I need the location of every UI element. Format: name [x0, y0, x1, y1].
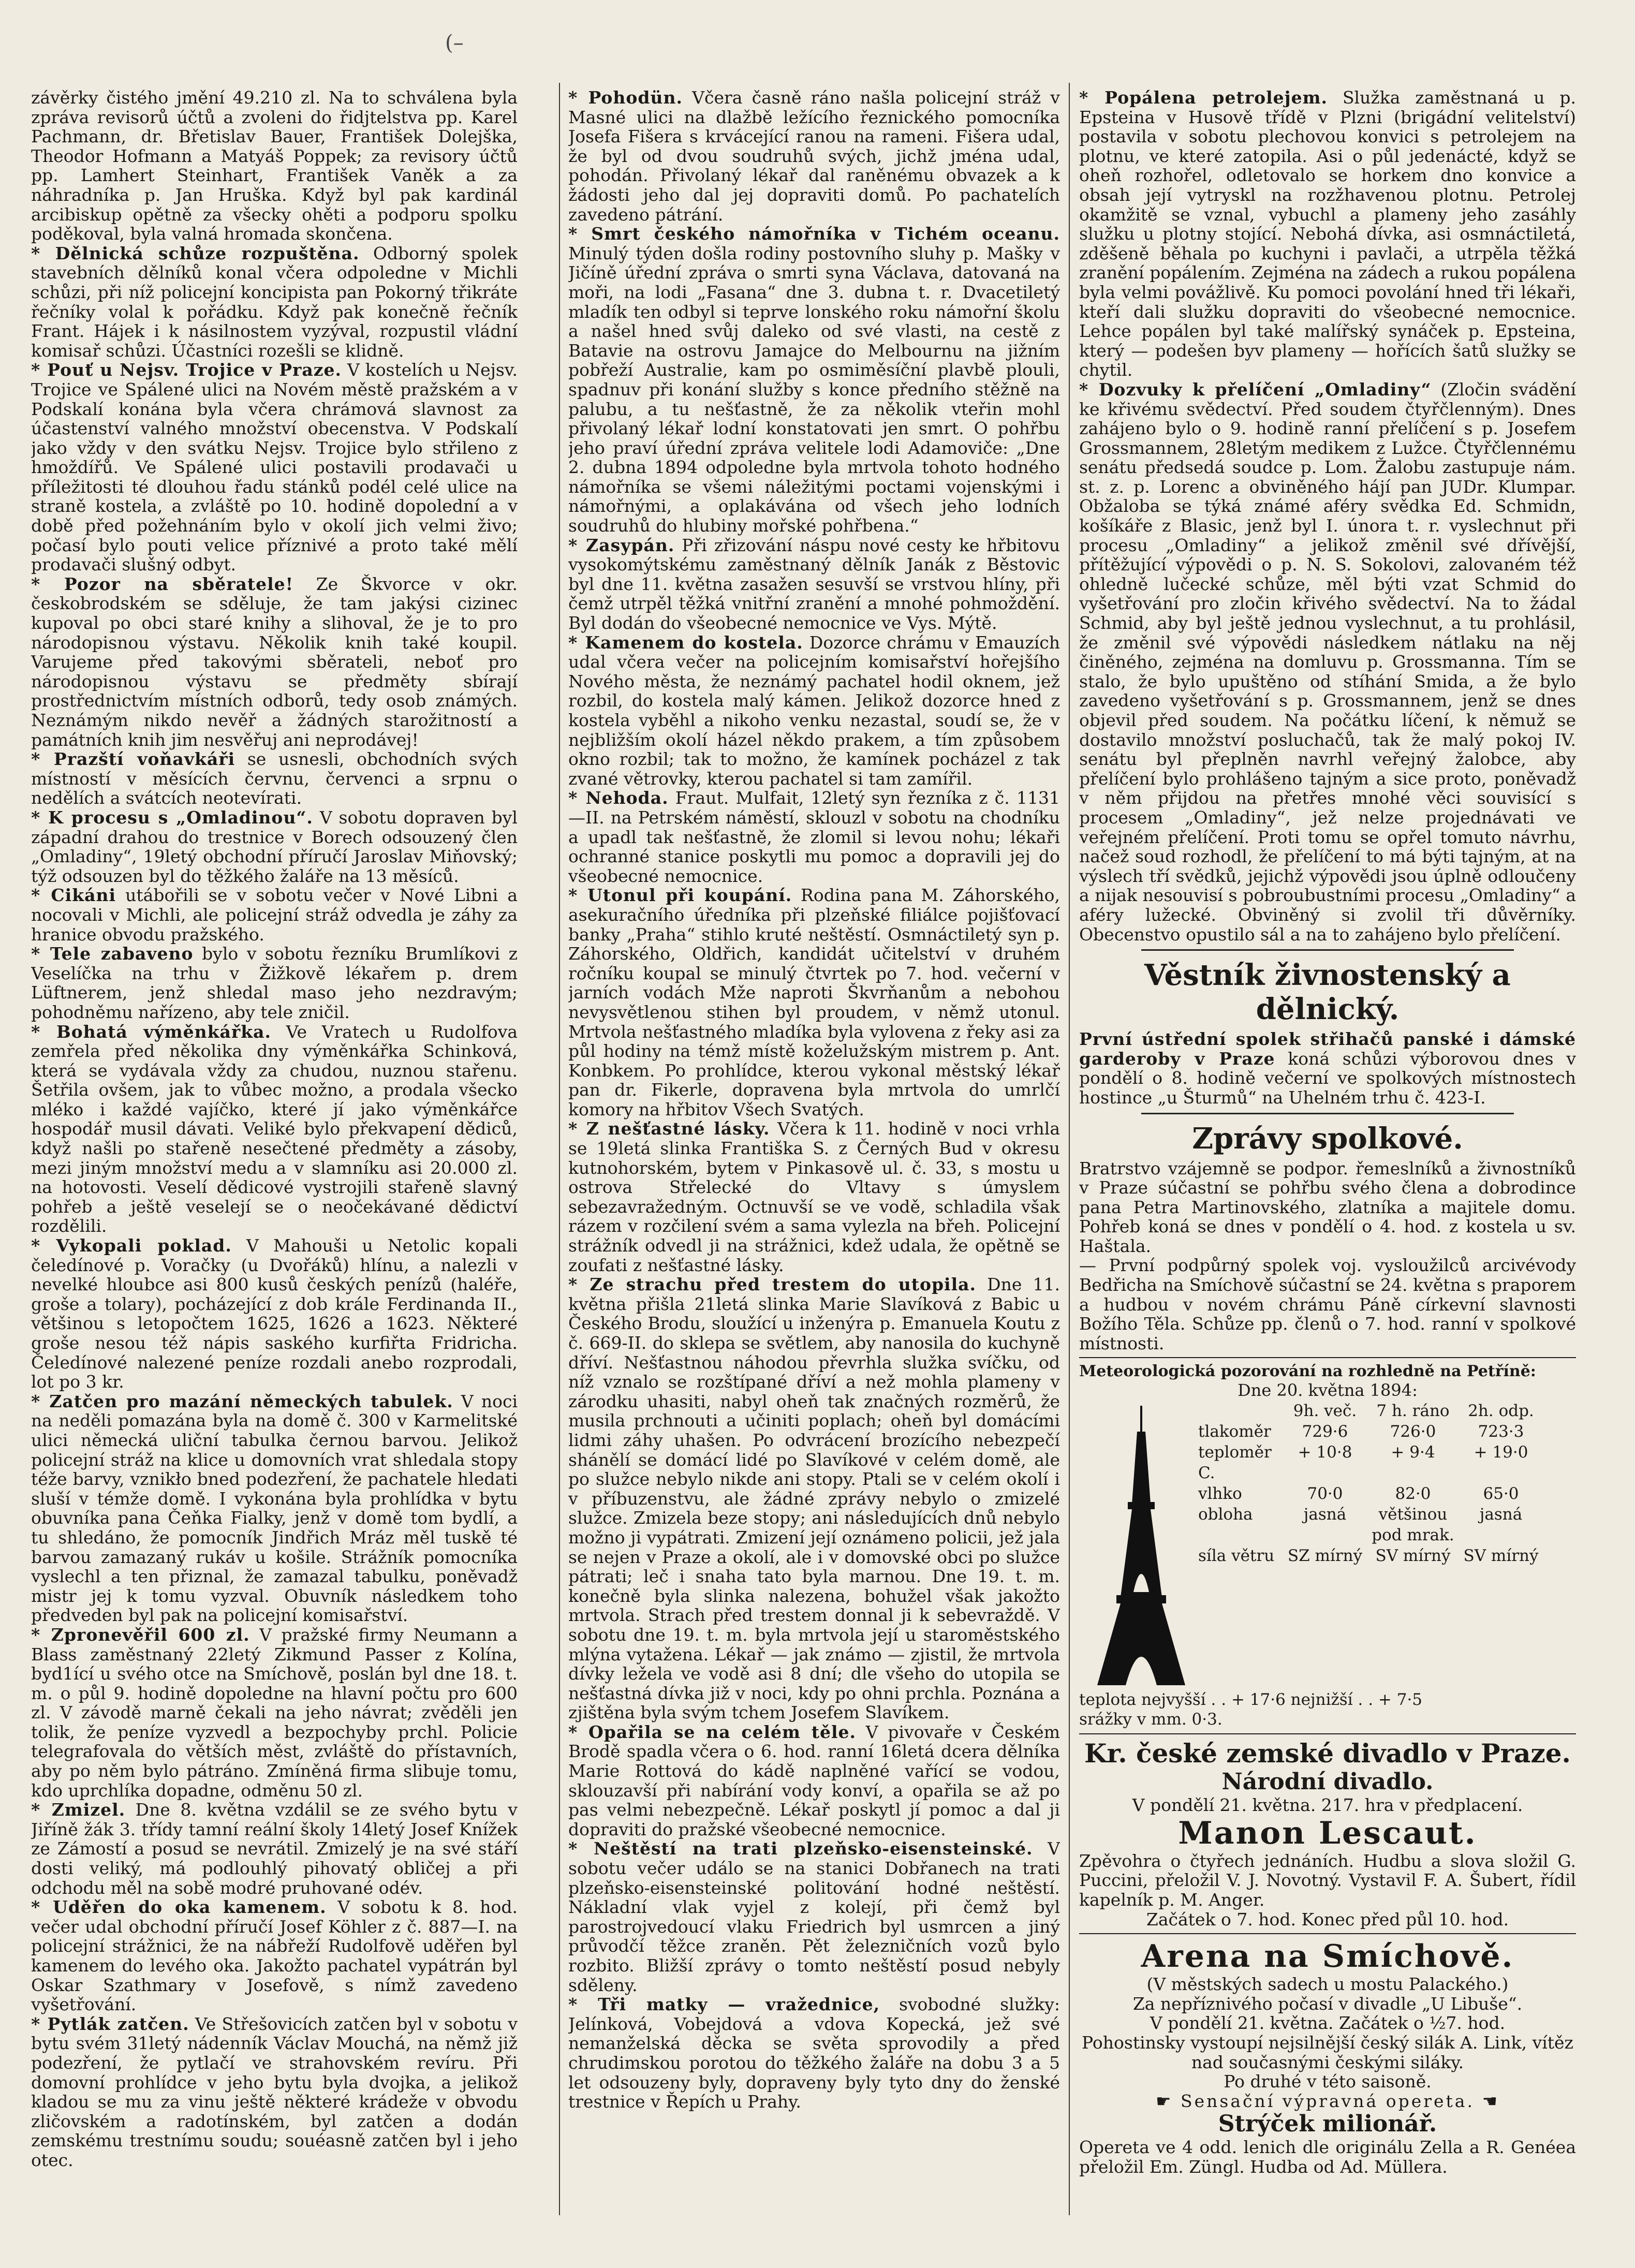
- section-title-vestnik: Věstník živnostenský a dělnický.: [1144, 958, 1511, 1027]
- news-item: [568, 1839, 1060, 1995]
- news-item-heading: * Z nešťastné lásky.: [568, 1118, 770, 1139]
- petrin-tower-icon: [1089, 1401, 1193, 1690]
- news-item: [568, 224, 1060, 536]
- pointing-hand-icon: ☛: [1155, 2090, 1181, 2111]
- meteo-extra-2: srážky v mm. 0·3.: [1079, 1710, 1222, 1729]
- page-top-mark: (–: [445, 31, 464, 55]
- theatre-play: Manon Lescaut.: [1178, 1815, 1477, 1851]
- meteo-cell: 723·3: [1478, 1422, 1524, 1441]
- meteo-cell: + 19·0: [1474, 1443, 1528, 1462]
- news-item-text: V noci na neděli pomazána byla na domě č. 300 v Karmelitské ulici německá uliční tabulka černou barvou. Jelikož policejní stráž na klice u domovních vrat shledala stopy téže barvy, vznikło bned podezření, že pachatele hledati sluší v témže domě. I vykonána byla prohlídka v bytu obuvníka pana Čeňka Fialky, jenž v domě tom bydlí, a tu shledáno, že pomocník Jindřich Mráz měl tuskě té barvou zamazaný rukáv u košile. Strážník pomocníka vyslechl a ten přiznal, že zamazal tabulku, poněvadž mistr jej k tomu vyzval. Obuvník následkem toho předveden byl pak na policejní komisařství.: [31, 1391, 518, 1626]
- theatre-title: Kr. české zemské divadlo v Praze.: [1084, 1738, 1571, 1769]
- section-title-zpravy: Zprávy spolkové.: [1192, 1121, 1463, 1156]
- news-item-text: V pražské firmy Neumann a Blass zaměstnaný 22letý Zikmund Passer z Kolína, byd1ící u svého otce na Smíchově, poslán byl dne 18. t. m. o půl 9. hodině dopoledne na hlavní počtu pro 600 zl. V závodě marně čekali na jeho návrat; zvěděli jen tolik, že peníze vyzvedl a bezpochyby prchl. Policie telegrafovala do větších měst, zvláště do přístavních, aby po něm bylo pátráno. Zmíněná firma slibuje tomu, kdo uprchlíka dopadne, odměnu 50 zl.: [31, 1624, 518, 1801]
- news-item: [31, 1022, 518, 1236]
- news-item-text: Služka zaměstnaná u p. Epsteina v Husově třídě v Plzni (brigádní velitelství) postavila v sobotu plechovou konvici s petrolejem na plotnu, ve které zatopila. Asi o půl jedenácté, když se oheň rozhořel, odletovalo se horkem dno konvice a obsah její vytryskl na rozžhavenou plotnu. Petrolej okamžitě se vznal, vybuchl a plameny jeho zasáhly služku u plotny stojící. Nebohá dívka, asi osmnáctiletá, zděšeně běhala po kuchyni i pavlači, a utrpěla těžká zranění popálením. Zejména na zádech a rukou popálena byla velmi povážlivě. Ku pomoci povolání hned tři lékaři, kteří dali služku dopraviti do všeobecné nemocnice. Lehce popálen byl také malířský synáček p. Epsteina, který — podešen byv plameny — hořících šatů služky se chytil.: [1079, 88, 1576, 380]
- news-item: [31, 1236, 518, 1392]
- pointing-hand-icon: ☚: [1474, 2090, 1500, 2111]
- news-item-heading: * Utonul při koupání.: [568, 885, 792, 906]
- news-item: [1079, 1029, 1576, 1107]
- news-item-heading: * Neštěstí na trati plzeňsko-eisensteinské.: [568, 1838, 1033, 1859]
- news-item-text: Fraut. Mulfait, 12letý syn řezníka z č. 1131—II. na Petrském náměstí, sklouzl v sobotu na chodníku a upadl tak nešťastně, že zlomil si levou nohu; lékaři ochranné stanice poskytli mu pomoc a dopravili jej do všeobecné nemocnice.: [568, 788, 1060, 886]
- news-item: [568, 1119, 1060, 1275]
- meteo-box: [1079, 1362, 1576, 1729]
- news-item-text: V sobotu večer událo se na stanici Dobřanech na trati plzeňsko-eisensteinské politování hodné neštěstí. Nákladní vlak vyjel z kolejí, při čemž byl parostrojvedoucí vlaku Friedrich byl usmrcen a jiný průvodčí těžce zraněn. Pět železničních vozů bylo rozbito. Bližší zprávy o tomto neštěstí posud nebyly sděleny.: [568, 1838, 1060, 1995]
- arena-line3: Pohostinsky vystoupí nejsilnější český silák A. Link, vítěz nad současnými českými siláky.: [1082, 2032, 1573, 2072]
- news-item-text: se usnesli, obchodních svých místností v měsících červnu, červenci a srpnu o nedělích a svátcích neotevírati.: [31, 749, 518, 808]
- meteo-cell: SZ mírný: [1287, 1547, 1363, 1566]
- news-item-text: Dne 8. května vzdálil se ze svého bytu v Jiříně žák 3. třídy tamní reální školy 14letý Josef Knížek ze Zámostí a posud se nevrátil. Zmizelý je na své stáří dosti veliký, má podlouhlý pihovatý obličej a při odchodu měl na sobě modré pruhované odév.: [31, 1800, 518, 1898]
- news-item: [568, 88, 1060, 224]
- news-item-heading: * Smrt českého námořníka v Tichém oceanu.: [568, 224, 1060, 244]
- news-item: [31, 1392, 518, 1625]
- news-item-heading: * Tři matky — vražednice,: [568, 1994, 880, 2015]
- column-left: [31, 88, 518, 2200]
- news-item-heading: * Zmizel.: [31, 1800, 126, 1820]
- meteo-column-header: 2h. odp.: [1468, 1402, 1534, 1421]
- news-item: [1079, 380, 1576, 944]
- theatre-times: Začátek o 7. hod. Konec před půl 10. hod.: [1146, 1909, 1509, 1930]
- news-item-text: V sobotu k 8. hod. večer udal obchodní příručí Josef Köhler z č. 887—I. na policejní strážnici, že na nábřeží Rudolfově uděřen byl kamenem do levého oka. Jakožto pachatel vypátrán byl Oskar Szathmary v Josefově, s nímž zavedeno vyšetřování.: [31, 1897, 518, 2015]
- news-item-heading: * K procesu s „Omladinou“.: [31, 807, 313, 828]
- divider: [1141, 949, 1514, 951]
- meteo-column-header: 9h. več.: [1293, 1402, 1357, 1421]
- meteo-cell: jasná: [1303, 1505, 1347, 1524]
- news-item-text: Dozorce chrámu v Emauzích udal včera večer na policejním komisařství hořejšího Nového města, že neznámý pachatel hodil oknem, jež rozbil, do kostela malý kámen. Jelikož dozorce hned z kostela vyběhl a nikoho venku nezastal, soudí se, že v nejbližším okolí házel někdo prakem, a tím způsobem okno rozbil; tak to možno, že kamínek pocházel z tak zvané větrovky, kterou pachatel si tam zamířil.: [568, 632, 1060, 789]
- divider: [1079, 1933, 1576, 1934]
- news-item: [31, 808, 518, 886]
- meteo-row-label: tlakoměr: [1198, 1422, 1271, 1441]
- arena-operetta: Sensační výpravná opereta.: [1181, 2090, 1475, 2111]
- news-item-heading: * Ze strachu před trestem do utopila.: [568, 1274, 977, 1295]
- news-items-right: [1079, 88, 1576, 944]
- news-item: [568, 1275, 1060, 1722]
- news-item: [568, 1995, 1060, 2112]
- news-item-heading: * Pytlák zatčen.: [31, 2013, 189, 2034]
- news-item: [31, 244, 518, 361]
- arena-desc: Opereta ve 4 odd. lenich dle originálu Zella a R. Genéea přeložil Em. Züngl. Hudba od Ad. Müllera.: [1079, 2137, 1576, 2177]
- news-item-text: V sobotu dopraven byl západní drahou do trestnice v Borech odsouzený člen „Omladiny“, 19letý obchodní příručí Jaroslav Miňovský; týž odsouzen byl do těžkého žaláře na 13 měsíců.: [31, 807, 518, 886]
- meteo-table: [1198, 1401, 1576, 1566]
- theatre-date: V pondělí 21. května. 217. hra v předplacení.: [1132, 1795, 1523, 1816]
- arena-play: Strýček milionář.: [1218, 2111, 1437, 2138]
- meteo-corner: [1198, 1401, 1281, 1421]
- news-item-heading: * Zasypán.: [568, 535, 675, 555]
- news-item-text: V kostelích u Nejsv. Trojice ve Spálené ulici na Novém městě pražském a v Podskalí konána byla včera chrámová slavnost za účastenství valného množství obecenstva. V Podskalí jako vždy v den svátku Nejsv. Trojice bylo střileno z hmoždířů. Ve Spálené ulici postavili prodavači u příležitosti té dlouhou řadu stánků podél celé ulice na straně kostela, a zvláště po 10. hodině dopolední a v době před požehnáním bylo v okolí jich velmi živo; počasí bylo pouti velice příznivé a proto také mělí prodavači slušný odbyt.: [31, 360, 518, 575]
- arena-line5: [1079, 2092, 1576, 2111]
- news-item-text: Při zřizování náspu nové cesty ke hřbitovu vysokomýtskému zaměstnaný dělník Janák z Běstovic byl dne 11. května zasažen sesuvší se vrstvou hlíny, při čemž utrpěl těžká vnitřní zranění a mnohé pohmoždění. Byl dodán do všeobecné nemocnice ve Vys. Mýtě.: [568, 535, 1060, 634]
- news-item-text: Dne 11. května přišla 21letá slinka Marie Slavíková z Babic u Českého Brodu, sloužící u inženýra p. Emanuela Koutu z č. 669-II. do sklepa se světlem, aby nanosila do kuchyně dříví. Nešťastnou náhodou převrhla služka svíčku, od níž vznalo se rozštípané dříví a než mohla plameny v zárodku uhasiti, nabyl oheň tak značných rozměrů, že musila prchnouti a učiniti poplach; oheň byl domácími lidmi záhy uhašen. Po odvrácení brozícího nebezpečí shánělí se domácí lidé po Slavíkové v celém domě, ale po služce nebylo nikde ani stopy. Ptali se v celém okolí i v příbuzenstvu, ale žádné zprávy nebylo o zmizelé služce. Zmizela beze stopy; ani následujících dnů nebylo možno ji vypátrati. Zmizení její oznámeno policii, jež jala se nejen v Praze a okolí, ale i v domovské obci po služce pátrati; leč i snaha tato byla marnou. Dne 19. t. m. konečně byla slinka nalezena, bohužel však jakožto mrtvola. Strach před trestem donnal ji k sebevraždě. V sobotu dne 19. t. m. byla mrtvola její u staroměstského mlýna vytažena. Lékař — jak známo — zjistil, že mrtvola dívky ležela ve vodě asi 8 dní; dle všeho do utopila se nešťastná dívka již v noci, kdy po ohni prchla. Poznána a zjištěna byla svým tchem Josefem Slavíkem.: [568, 1274, 1060, 1723]
- news-item-text: — První podpůrný spolek voj. vysloužilců arcivévody Bedřicha na Smíchově súčastní se 24. května s praporem a hudbou v novém chrámu Páně církevní slavnosti Božího Těla. Schůze pp. členů o 7. hod. ranní v spolkové místnosti.: [1079, 1255, 1576, 1353]
- news-item: [568, 788, 1060, 886]
- news-item: [31, 1800, 518, 1897]
- news-item-heading: * Nehoda.: [568, 788, 669, 808]
- news-item-heading: * Vykopali poklad.: [31, 1235, 232, 1256]
- news-item: [31, 944, 518, 1022]
- meteo-cell: 726·0: [1390, 1422, 1436, 1441]
- meteo-row: [1198, 1442, 1576, 1483]
- news-item: [31, 886, 518, 944]
- news-item-heading: * Pouť u Nejsv. Trojice v Praze.: [31, 360, 342, 380]
- news-item-text: Minulý týden došla rodiny postovního sluhy p. Mašky v Jičíně úřední zpráva o smrti syna Václava, datovaná na moři, na lodi „Fasana“ dne 3. dubna t. r. Dvacetiletý mladík ten odbyl si teprve lonského roku námořní školu a našel hned svůj daleko od své vlasti, na cestě z Batavie na ostrovu Jamajce do Melbournu na jižním pobřeží Australie, kam po osmiměsíční plavbě plouli, spadnuv při konání služby s konce předního stěžně na palubu, a tu nešťastně, že za několik vteřin mohl přivolaný lékař lodní konstatovati jen smrt. O pohřbu jeho praví úřední zpráva velitele lodi Adamoviče: „Dne 2. dubna 1894 odpoledne byla mrtvola tohoto hodného námořníka se všemi náležitými poctami vojenskými i námořnými, a oplakávána od všech jeho lodních soudruhů do hlubiny mořské pohřbena.“: [568, 243, 1060, 536]
- news-item-heading: * Zatčen pro mazání německých tabulek.: [31, 1391, 453, 1411]
- news-item: [31, 575, 518, 749]
- meteo-heading: Meteorologická pozorování na rozhledně na Petříně:: [1079, 1362, 1536, 1381]
- news-item: [1079, 1256, 1576, 1353]
- news-item-heading: * Opařila se na celém těle.: [568, 1721, 856, 1742]
- arena-line2: V pondělí 21. května. Začátek o ½7. hod.: [1150, 2013, 1506, 2034]
- meteo-date: Dne 20. května 1894:: [1238, 1380, 1418, 1401]
- meteo-cell: 70·0: [1307, 1484, 1343, 1504]
- news-item-heading: * Pohodün.: [568, 88, 683, 108]
- arena-sub: (V městských sadech u mostu Palackého.): [1146, 1974, 1509, 1995]
- meteo-row-label: vlhko: [1198, 1484, 1242, 1504]
- news-item-text: závěrky čistého jmění 49.210 zl. Na to schválena byla zpráva revisorů účtů a zvoleni do řidjtelstva pp. Karel Pachmann, dr. Břetislav Bauer, František Dolejška, Theodor Hofmann a Matyáš Poppek; za revisory účtů pp. Lamhert Steinhart, František Vaněk a za náhradníka p. Jan Hruška. Když byl pak kardinál arcibiskup opětně za všecky ohěti a podporu spolku poděkoval, byla valná hromada skončena.: [31, 88, 518, 244]
- meteo-row-label: obloha: [1198, 1505, 1253, 1524]
- meteo-row-label: síla větru: [1198, 1547, 1275, 1566]
- news-item: [568, 536, 1060, 633]
- news-item: [1079, 88, 1576, 380]
- meteo-cell: většinou pod mrak.: [1372, 1505, 1454, 1545]
- meteo-cell: + 9·4: [1391, 1443, 1435, 1462]
- meteo-header-row: [1198, 1401, 1576, 1421]
- zpravy-items: [1079, 1159, 1576, 1353]
- meteo-row: [1198, 1421, 1576, 1442]
- column-middle: [568, 88, 1060, 2200]
- news-item: [31, 88, 518, 244]
- vestnik-items: [1079, 1029, 1576, 1107]
- news-item-text: Bratrstvo vzájemně se podpor. řemeslníků a živnostníků v Praze súčastní se pohřbu svého člena a dobrodince pana Petra Martinovského, zlatníka a majitele domu. Pohřeb koná se dnes v pondělí o 4. hod. z kostela u sv. Haštala.: [1079, 1158, 1576, 1256]
- theatre-subtitle: Národní divadlo.: [1221, 1769, 1434, 1795]
- news-item-heading: * Cikáni: [31, 885, 116, 906]
- meteo-cell: jasná: [1479, 1505, 1523, 1524]
- news-item-heading: První ústřední spolek střihačů panské i dámské garderoby v Praze: [1079, 1029, 1576, 1069]
- news-item-heading: * Pozor na sběratele!: [31, 573, 294, 594]
- theatre-desc: Zpěvohra o čtyřech jednáních. Hudbu a slova složil G. Puccini, přeložil V. J. Novotný. Vystavil F. A. Šubert, řídil kapelník p. M. Anger.: [1079, 1850, 1576, 1910]
- meteo-row-label: teploměr C.: [1198, 1443, 1272, 1483]
- meteo-cell: 82·0: [1395, 1484, 1431, 1504]
- news-item: [1079, 1159, 1576, 1256]
- news-item: [31, 360, 518, 575]
- news-item-heading: * Kamenem do kostela.: [568, 632, 803, 653]
- news-item-text: (Zločin svádění ke křivému svědectví. Před soudem čtyřčlenným). Dnes zahájeno bylo o 9. hodině ranní přelíčení s p. Josefem Grossmannem, 28letým medikem z Lužce. Čtyřčlennému senátu předsedá soudce p. Lom. Žalobu zastupuje nám. st. z. p. Lorenc a obviněného hájí pan JUDr. Klumpar. Obžaloba se týká známé aféry svědka Ed. Schmidn, košíkáře z Blasic, jenž byl I. února t. r. vyslechnut při procesu „Omladiny“ a jelikož změnil své dřívější, přítěžující výpovědi o p. N. S. Sokolovi, zalovaném též ohledně lučecké schůze, měl býti vzat Schmid do vyšetřování pro zločin křivého svědectví. Na to žádal Schmid, aby byl ještě jednou vyslechnut, a tu prohlásil, že změnil své výpovědi následkem nátlaku na něj činěného, zejména na domluvu p. Grossmanna. Tím se stalo, že bylo upuštěno od stíhání Smida, a že bylo zavedeno vyšetřování s p. Grossmannem, jenž se dnes objevil před soudem. Na počátku líčení, k němuž se dostavilo množství posluchačů, tak že malý pokoj IV. senátu byl přeplněn navrhl veřejný žalobce, aby přelíčení bylo prohlášeno tajným a sice proto, poněvadž v něm přijdou na přetřes mnohé věci souvisící s procesem „Omladiny“, jež nelze projednávati ve veřejném přelíčení. Proti tomu se opřel tomuto návrhu, načež soud rozhodl, že přelíčení to má býti tajným, at na výslech tří svědků, jejichž výpovědi jsou úplně odloučeny a nijak nesouvisí s pobroubustními procesu „Omladiny“ a aféry lužecké. Obviněný si zvolil tři důvěrníky. Obecenstvo opustilo sál a na to zahájeno bylo přelíčení.: [1079, 379, 1576, 945]
- news-item: [31, 1897, 518, 2014]
- news-item: [568, 886, 1060, 1119]
- arena-title: Arena na Smíchově.: [1141, 1938, 1514, 1975]
- news-item-heading: * Prazští voňavkáři: [31, 749, 235, 770]
- divider: [1141, 1113, 1514, 1114]
- meteo-row: [1198, 1504, 1576, 1545]
- meteo-cell: SV mírný: [1463, 1547, 1539, 1566]
- news-item: [568, 1722, 1060, 1839]
- news-item-text: svobodné služky: Jelínková, Vobejdová a vdova Kopecká, jež své nemanželská děcka se světa sprovodily a před chrudimskou porotou do těžkého žaláře na dobu 3 a 5 let odsouzeny byly, dopraveny byly tyto dny do ženské trestnice v Řepích u Prahy.: [568, 1994, 1060, 2112]
- arena-line4: Po druhé v této saisoně.: [1224, 2071, 1432, 2092]
- news-item-text: Včera časně ráno našla policejní stráž v Masné ulici na dlažbě ležícího řeznického pomocníka Josefa Fišera s krvácející ranou na rameni. Fišera udal, že byl od dvou soudruhů svých, jichž jména udal, pohodán. Přivolaný lékař dal raněnému obvazek a k žádosti jeho dal jej dopraviti domů. Po pachatelích zavedeno pátrání.: [568, 88, 1060, 225]
- news-item-heading: * Bohatá výměnkářka.: [31, 1021, 272, 1042]
- column-right: [1079, 88, 1576, 2200]
- column-divider: [559, 83, 560, 2215]
- meteo-cell: SV mírný: [1375, 1547, 1451, 1566]
- news-item: [31, 1625, 518, 1800]
- news-item: [568, 633, 1060, 789]
- meteo-cell: + 10·8: [1298, 1443, 1352, 1462]
- column-divider: [1069, 83, 1070, 2215]
- news-item-heading: * Dozvuky k přelíčení „Omladiny“: [1079, 379, 1432, 400]
- arena-line1: Za nepříznivého počasí v divadle „U Libuše“.: [1132, 1993, 1523, 2014]
- news-item-text: Ve Střešovicích zatčen byl v sobotu v bytu svém 31letý nádenník Václav Mouchá, na němž již podezření, že pytlačí ve strahovském revíru. Při domovní prohlídce v jeho bytu byla dvojka, a jelikož kladou se mu za vinu ještě některé krádeže v obvodu zličovském a radotínském, byl zatčen a dodán zemskému trestnímu soudu; souéasně zatčen byl i jeho otec.: [31, 2013, 518, 2170]
- news-item-text: Včera k 11. hodině v noci vrhla se 19letá slinka Františka S. z Černých Bud v okresu kutnohorském, bytem v Pinkasově ul. č. 33, s mostu u ostrova Střelecké do Vltavy s úmyslem sebezavražedným. Octnuvší se ve vodě, schladila však rázem v rozčilení svém a sama vylezla na břeh. Policejní strážník odvedl ji na strážnici, kdež udala, že opětně se zoufati z nešťastné lásky.: [568, 1118, 1060, 1275]
- news-item: [31, 2014, 518, 2170]
- news-item-text: Odborný spolek stavebních dělníků konal včera odpoledne v Michli schůzi, při níž policejní koncipista pan Pokorný třikráte řečníky volal k pořádku. Když pak konečně řečník Frant. Hájek i k násilnostem vyzýval, rozpustil vládní komisař schůzi. Účastníci rozešli se klidně.: [31, 243, 518, 361]
- meteo-cell: 729·6: [1302, 1422, 1348, 1441]
- news-item-text: V Mahouši u Netolic kopali čeledínové p. Voračky (u Dvořáků) hlínu, a nalezli v nevelké hloubce asi 800 kusů českých penízů (haléře, groše a tolary), pocházející z dob krále Ferdinanda II., většinou s letopočtem 1625, 1626 a 1623. Některé groše nesou též nápis saského kurfiřta Fridricha. Čeledínové nalezené peníze rozdali anebo rozprodali, lot po 3 kr.: [31, 1235, 518, 1392]
- news-item-heading: * Dělnická schůze rozpuštěna.: [31, 243, 360, 263]
- meteo-row: [1198, 1545, 1576, 1566]
- news-item-text: utábořili se v sobotu večer v Nové Libni a nocovali v Michli, ale policejní stráž odvedla je záhy za hranice obvodu pražského.: [31, 885, 518, 945]
- news-item-text: bylo v sobotu řezníku Brumlíkovi z Veselíčka na trhu v Žižkově lékařem p. drem Lüftnerem, jenž shledal maso jeho nezdravým; pohodněmu nařízeno, aby tele zničil.: [31, 944, 518, 1022]
- news-item-heading: * Zpronevěřil 600 zl.: [31, 1624, 250, 1645]
- divider: [1079, 1357, 1576, 1358]
- divider: [1079, 1733, 1576, 1734]
- news-item-heading: * Tele zabaveno: [31, 944, 194, 964]
- news-item-heading: * Uděřen do oka kamenem.: [31, 1897, 327, 1918]
- news-item-heading: * Popálena petrolejem.: [1079, 88, 1328, 108]
- news-item-text: Ve Vratech u Rudolfova zemřela před několika dny výměnkářka Schinková, která se vydávala vždy za chudou, nuznou stařenu. Šetřila ovšem, jak to vůbec možno, a prodala všecko mléko i každé vajíčko, které jí jako výměnkářce hospodář musil dávati. Veliké bylo překvapení dědiců, když našli po stařeně nesečtené předměty a zásoby, mezi jiným množství medu a v slamníku asi 20.000 zl. na hotovosti. Veselí dědicové vystrojili stařeně slavný pohřeb a ještě veselejí se o neočekávané dědictví rozdělili.: [31, 1021, 518, 1236]
- meteo-extra-1: teplota nejvyšší . . + 17·6 nejnižší . . + 7·5: [1079, 1690, 1423, 1710]
- meteo-row: [1198, 1483, 1576, 1504]
- news-item: [31, 749, 518, 808]
- news-item-text: V pivovaře v Českém Brodě spadla včera o 6. hod. ranní 16letá dcera dělníka Marie Rottová do kádě naplněné vařící se vodou, sklouzavší při nabírání vody konví, a opařila se až po pas velmi nebezpečně. Lékař poskytl jí pomoc a dal ji dopraviti do pražské všeobecné nemocnice.: [568, 1721, 1060, 1839]
- meteo-cell: 65·0: [1483, 1484, 1519, 1504]
- news-item-text: koná schůzi výborovou dnes v pondělí o 8. hodině večerní ve spolkových místnostech hostince „u Šturmů“ na Uhelném trhu č. 423-I.: [1079, 1048, 1576, 1108]
- news-item-text: Ze Škvorce v okr. českobrodském se sděluje, že tam jakýsi cizinec kupoval po obci staré knihy a slihoval, že je to pro národopisnou výstavu. Několik knih také koupil. Varujeme před takovými sběrateli, neboť pro národopisnou výstavu se předměty sbírají prostřednictvím místních odborů, tedy osob známých. Neznámým nikdo nevěř a žádných starožitností a památních knih jim nesvěřuj ani neprodávej!: [31, 573, 518, 750]
- news-item-text: Rodina pana M. Záhorského, asekuračního úředníka při plzeňské filiálce pojišťovací banky „Praha“ stihlo kruté neštěstí. Osmnáctiletý syn p. Záhorského, Oldřich, kandidát učitelství v druhém ročníku koupal se minulý čtvrtek po 7. hod. večerní v jarních vodách Mže naproti Škvrňanům a nebohou nevysvětlenou stihen byl proudem, v němž utonul. Mrtvola nešťastného mladíka byla vylovena z řeky asi za půl hodiny na témž místě koželužským mistrem p. Ant. Konbkem. Po prohlídce, kterou vykonal městský lékař pan dr. Fikerle, dopravena byla mrtvola do umrlčí komory na hřbitov Všech Svatých.: [568, 885, 1060, 1120]
- meteo-column-header: 7 h. ráno: [1376, 1402, 1450, 1421]
